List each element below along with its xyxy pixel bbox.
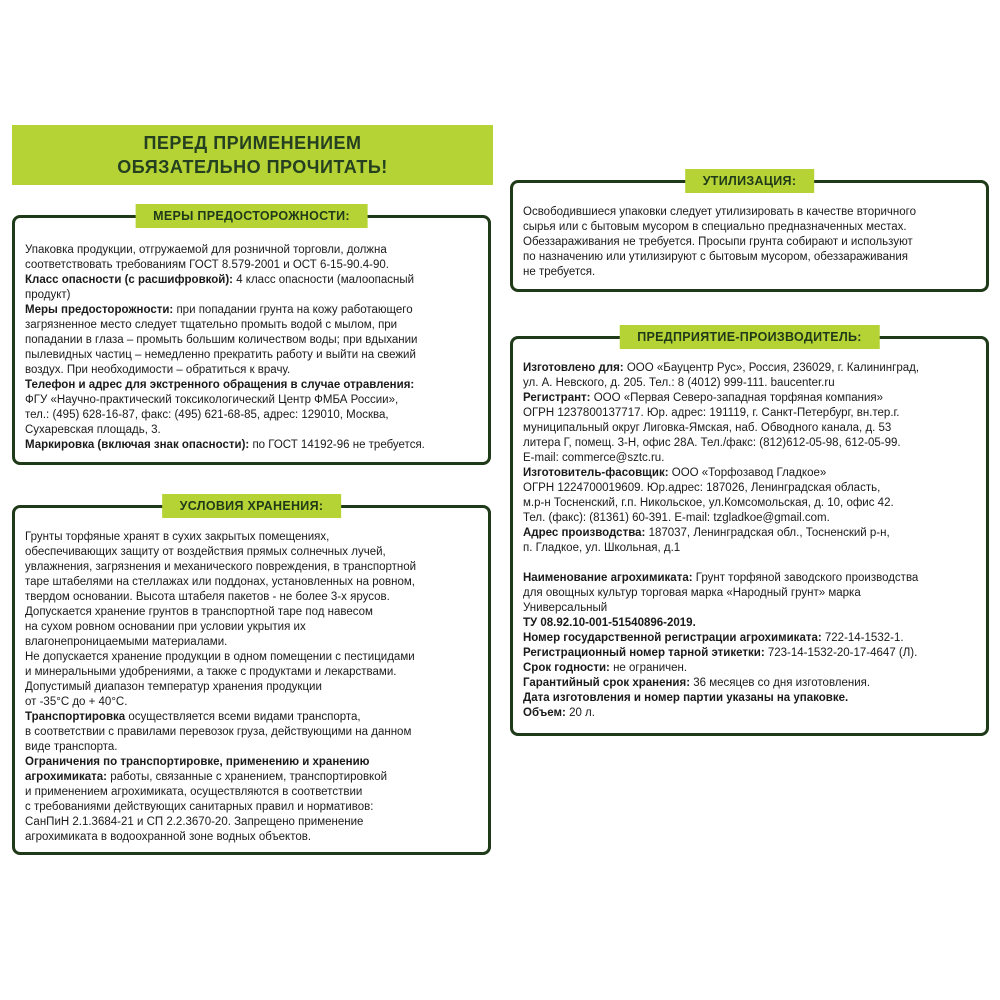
manufacturer-title: ПРЕДПРИЯТИЕ-ПРОИЗВОДИТЕЛЬ:: [619, 325, 880, 349]
text-line: [523, 706, 976, 721]
text-line: [25, 243, 478, 258]
text-line: [523, 481, 976, 496]
line-text: Обеззараживания не требуется. Просыпи грунта собирают и используют: [523, 236, 913, 248]
line-text: ул. А. Невского, д. 205. Тел.: 8 (4012) 999-111. baucenter.ru: [523, 377, 835, 389]
line-text: пылевидных частиц – немедленно прекратить работу и выйти на свежий: [25, 349, 416, 361]
line-text: 36 месяцев со дня изготовления.: [693, 677, 871, 689]
line-text: виде транспорта.: [25, 741, 118, 753]
text-line: [523, 571, 976, 586]
text-line: [25, 423, 478, 438]
text-line: [523, 391, 976, 406]
text-line: [25, 830, 478, 845]
text-line: [523, 466, 976, 481]
manufacturer-section: [510, 330, 989, 736]
precautions-section: [12, 209, 491, 465]
text-line: [25, 363, 478, 378]
line-text: 723-14-1532-20-17-4647 (Л).: [767, 647, 918, 659]
bold-label: Регистрант:: [523, 392, 594, 404]
line-text: ООО «Торфозавод Гладкое»: [671, 467, 827, 479]
text-line: [523, 616, 976, 631]
text-line: [523, 220, 976, 235]
line-text: 187037, Ленинградская обл., Тосненский р-н,: [648, 527, 890, 539]
text-line: [25, 680, 478, 695]
bold-label: Изготовитель-фасовщик:: [523, 467, 672, 479]
line-text: по назначению или утилизируют с бытовым мусором, обеззараживания: [523, 251, 908, 263]
line-text: тел.: (495) 628-16-87, факс: (495) 621-68-85, адрес: 129010, Москва,: [25, 409, 389, 421]
line-text: муниципальный округ Лиговка-Ямская, наб. Обводного канала, д. 53: [523, 422, 892, 434]
text-line: [523, 235, 976, 250]
line-text: не ограничен.: [613, 662, 688, 674]
banner-line-1: ПЕРЕД ПРИМЕНЕНИЕМ: [143, 133, 362, 153]
line-text: ООО «Бауцентр Рус», Россия, 236029, г. Калининград,: [626, 362, 920, 374]
text-line: [523, 496, 976, 511]
line-text: Универсальный: [523, 602, 608, 614]
line-text: воздух. При необходимости – обратиться к врачу.: [25, 364, 291, 376]
text-line: [25, 288, 478, 303]
text-line: [25, 815, 478, 830]
text-line: [523, 646, 976, 661]
text-line: [25, 273, 478, 288]
text-line: [25, 695, 478, 710]
bold-label: Срок годности:: [523, 662, 614, 674]
text-line: [25, 620, 478, 635]
bold-label: Адрес производства:: [523, 527, 649, 539]
line-text: от -35°С до + 40°С.: [25, 696, 128, 708]
line-text: п. Гладкое, ул. Школьная, д.1: [523, 542, 681, 554]
line-text: на сухом ровном основании при условии укрытия их: [25, 621, 306, 633]
precautions-title: МЕРЫ ПРЕДОСТОРОЖНОСТИ:: [135, 204, 368, 228]
text-line: [25, 650, 478, 665]
text-line: [523, 265, 976, 280]
line-text: E-mail: commerce@sztc.ru.: [523, 452, 665, 464]
bold-label: Маркировка (включая знак опасности):: [25, 439, 253, 451]
line-text: ОГРН 1224700019609. Юр.адрес: 187026, Ленинградская область,: [523, 482, 881, 494]
line-text: Допустимый диапазон температур хранения продукции: [25, 681, 322, 693]
spacer: [523, 556, 976, 571]
manufacturer-body: [523, 361, 976, 721]
text-line: [523, 511, 976, 526]
line-text: 20 л.: [569, 707, 595, 719]
line-text: Освободившиеся упаковки следует утилизировать в качестве вторичного: [523, 206, 916, 218]
text-line: [523, 376, 976, 391]
line-text: увлажнения, загрязнения и механического повреждения, в транспортной: [25, 561, 417, 573]
bold-label: Номер государственной регистрации агрохимиката:: [523, 632, 825, 644]
line-text: Упаковка продукции, отгружаемой для розничной торговли, должна: [25, 244, 387, 256]
text-line: [25, 438, 478, 453]
line-text: СанПиН 2.1.3684-21 и СП 2.2.3670-20. Запрещено применение: [25, 816, 364, 828]
line-text: м.р-н Тосненский, г.п. Никольское, ул.Комсомольская, д. 10, офис 42.: [523, 497, 894, 509]
line-text: и применением агрохимиката, осуществляются в соответствии: [25, 786, 363, 798]
line-text: обеспечивающих защиту от воздействия прямых солнечных лучей,: [25, 546, 386, 558]
text-line: [25, 393, 478, 408]
text-line: [25, 545, 478, 560]
bold-label: Регистрационный номер тарной этикетки:: [523, 647, 768, 659]
line-text: Не допускается хранение продукции в одном помещении с пестицидами: [25, 651, 415, 663]
bold-label: Гарантийный срок хранения:: [523, 677, 694, 689]
text-line: [25, 635, 478, 650]
text-line: [25, 800, 478, 815]
text-line: [523, 586, 976, 601]
disposal-section: [510, 174, 989, 292]
text-line: [523, 661, 976, 676]
line-text: влагонепроницаемыми материалами.: [25, 636, 228, 648]
line-text: загрязненное место следует тщательно промыть водой с мылом, при: [25, 319, 398, 331]
text-line: [25, 785, 478, 800]
text-line: [523, 631, 976, 646]
bold-label: Транспортировка: [25, 711, 129, 723]
storage-section: [12, 499, 491, 855]
text-line: [523, 250, 976, 265]
bold-label: Дата изготовления и номер партии указаны на упаковке.: [523, 692, 849, 704]
text-line: [25, 408, 478, 423]
bold-label: Телефон и адрес для экстренного обращения в случае отравления:: [25, 379, 415, 391]
text-line: [25, 710, 478, 725]
bold-label: Объем:: [523, 707, 570, 719]
disposal-body: [523, 205, 976, 280]
line-text: соответствовать требованиям ГОСТ 8.579-2001 и ОСТ 6-15-90.4-90.: [25, 259, 389, 271]
text-line: [523, 451, 976, 466]
text-line: [523, 436, 976, 451]
line-text: литера Г, помещ. 3-Н, офис 28А. Тел./факс: (812)612-05-98, 612-05-99.: [523, 437, 901, 449]
precautions-body: [25, 243, 478, 453]
line-text: не требуется.: [523, 266, 596, 278]
text-line: [25, 303, 478, 318]
storage-title: УСЛОВИЯ ХРАНЕНИЯ:: [162, 494, 342, 518]
bold-label: агрохимиката:: [25, 771, 111, 783]
line-text: ФГУ «Научно-практический токсикологический Центр ФМБА России»,: [25, 394, 399, 406]
text-line: [25, 605, 478, 620]
line-text: попадании в глаза – промыть большим количеством воды; при вдыхании: [25, 334, 418, 346]
line-text: сырья или с бытовым мусором в специально предназначенных местах.: [523, 221, 907, 233]
line-text: агрохимиката в водоохранной зоне водных объектов.: [25, 831, 312, 843]
text-line: [25, 378, 478, 393]
line-text: ООО «Первая Северо-западная торфяная компания»: [593, 392, 883, 404]
line-text: 722-14-1532-1.: [824, 632, 904, 644]
text-line: [25, 665, 478, 680]
line-text: при попадании грунта на кожу работающего: [176, 304, 413, 316]
line-text: твердом основании. Высота штабеля пакетов - не более 3-х ярусов.: [25, 591, 390, 603]
text-line: [523, 526, 976, 541]
line-text: продукт): [25, 289, 71, 301]
line-text: и минеральными удобрениями, а также с продуктами и лекарствами.: [25, 666, 397, 678]
text-line: [25, 258, 478, 273]
line-text: по ГОСТ 14192-96 не требуется.: [252, 439, 425, 451]
line-text: Грунт торфяной заводского производства: [695, 572, 919, 584]
line-text: Допускается хранение грунтов в транспортной таре под навесом: [25, 606, 373, 618]
text-line: [523, 421, 976, 436]
text-line: [25, 740, 478, 755]
line-text: для овощных культур торговая марка «Народный грунт» марка: [523, 587, 861, 599]
text-line: [523, 691, 976, 706]
text-line: [25, 530, 478, 545]
text-line: [523, 406, 976, 421]
bold-label: Класс опасности (с расшифровкой):: [25, 274, 237, 286]
text-line: [25, 333, 478, 348]
bold-label: Меры предосторожности:: [25, 304, 177, 316]
line-text: ОГРН 1237800137717. Юр. адрес: 191119, г. Санкт-Петербург, вн.тер.г.: [523, 407, 900, 419]
text-line: [25, 725, 478, 740]
text-line: [523, 676, 976, 691]
warning-banner: [12, 125, 493, 185]
line-text: Тел. (факс): (81361) 60-391. E-mail: tzgladkoe@gmail.com.: [523, 512, 830, 524]
line-text: 4 класс опасности (малоопасный: [236, 274, 415, 286]
line-text: работы, связанные с хранением, транспортировкой: [110, 771, 388, 783]
line-text: с требованиями действующих санитарных правил и нормативов:: [25, 801, 374, 813]
line-text: Сухаревская площадь, 3.: [25, 424, 161, 436]
bold-label: Изготовлено для:: [523, 362, 627, 374]
storage-body: [25, 530, 478, 845]
line-text: таре штабелями на стеллажах или поддонах, установленных на ровном,: [25, 576, 415, 588]
line-text: Грунты торфяные хранят в сухих закрытых помещениях,: [25, 531, 330, 543]
bold-label: ТУ 08.92.10-001-51540896-2019.: [523, 617, 696, 629]
bold-label: Наименование агрохимиката:: [523, 572, 696, 584]
text-line: [25, 560, 478, 575]
line-text: осуществляется всеми видами транспорта,: [128, 711, 361, 723]
banner-line-2: ОБЯЗАТЕЛЬНО ПРОЧИТАТЬ!: [117, 157, 388, 177]
line-text: в соответствии с правилами перевозок груза, действующими на данном: [25, 726, 412, 738]
text-line: [523, 541, 976, 556]
text-line: [25, 590, 478, 605]
text-line: [25, 318, 478, 333]
text-line: [25, 755, 478, 770]
bold-label: Ограничения по транспортировке, применению и хранению: [25, 756, 370, 768]
text-line: [25, 575, 478, 590]
text-line: [25, 770, 478, 785]
text-line: [523, 601, 976, 616]
text-line: [25, 348, 478, 363]
disposal-title: УТИЛИЗАЦИЯ:: [685, 169, 815, 193]
text-line: [523, 361, 976, 376]
text-line: [523, 205, 976, 220]
